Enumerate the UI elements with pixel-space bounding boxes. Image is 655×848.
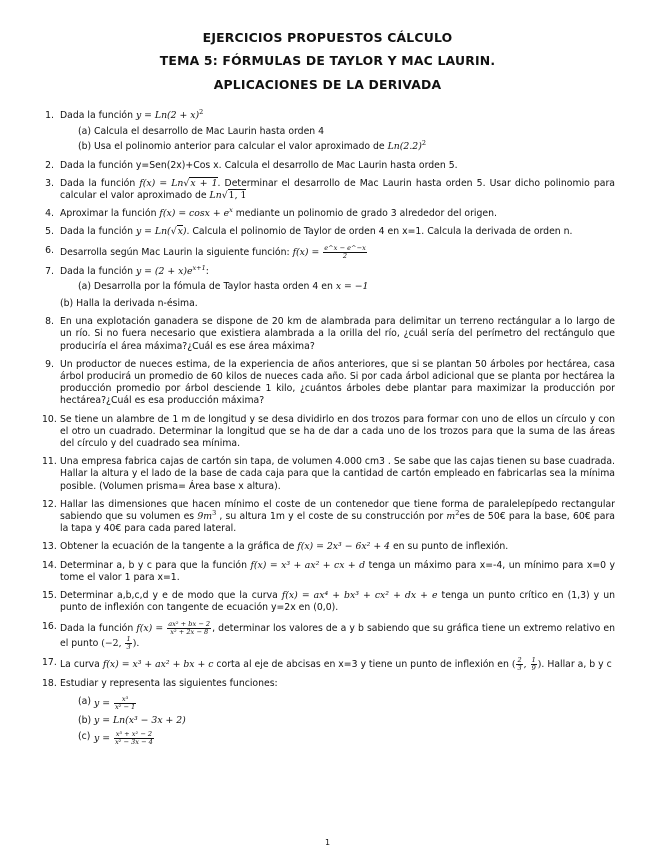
subitems xyxy=(60,696,615,746)
exercise-8: 8. En una explotación ganadera se dispone de 20 km de alambrada para delimitar un terreno rectángular a lo largo de un río. Si no fuera necesario que existiera alambrada a la orilla del río, ¿cuál sería del perímetro del rectángulo que produciría el área máxima?¿Cuál es ese área máxima? xyxy=(45,316,615,352)
subitem-a: (a) y = $\frac{\text{x³}}{\text{x² − 1}}$ xyxy=(78,694,136,711)
subitem-b: (b) Halla la derivada n-ésima. xyxy=(60,298,198,310)
exercise-17: 17. La curva f(x) = x³ + ax² + bx + c corta al eje de abcisas en x=3 y tiene un punto de inflexión en ( $\frac{2}{3}$ , $\frac{1}{9}$ ). Hallar a, b y c xyxy=(42,655,612,672)
fraction: $\frac{1}{9}$ xyxy=(531,655,536,672)
exercise-5: 5. Dada la función y = Ln(√x). Calcula el polinomio de Taylor de orden 4 en x=1. Calcula la derivada de orden n. xyxy=(45,226,573,238)
exercise-1: 1. Dada la función $y = Ln(2 + x)^2$ (a) Calcula el desarrollo de Mac Laurin hasta orden 4 (b) Usa el polinomio anterior para calcular el valor aproximado de $Ln(2.2)^2$ xyxy=(42,110,615,154)
subitems xyxy=(60,281,615,310)
exercise-15: 15. Determinar a,b,c,d y e de modo que la curva f(x) = ax⁴ + bx³ + cx² + dx + e tenga un punto crítico en (1,3) y un punto de inflexión con tangente de ecuación y=2x en (0,0). xyxy=(42,590,616,614)
fraction: $\frac{\text{ax² + bx − 2}}{\text{x² + 2x − 8}}$ xyxy=(168,619,211,636)
subitem-a: (a) Calcula el desarrollo de Mac Laurin hasta orden 4 xyxy=(78,126,325,138)
exercise-2: 2. Dada la función y=Sen(2x)+Cos x. Calcula el desarrollo de Mac Laurin hasta orden 5. xyxy=(45,159,458,171)
exercise-18: 18. Estudiar y representa las siguientes funciones: (a) y = $\frac{\text{x³}}{\text{x² − 1}}$ (b) y = Ln(x³ − 3x + 2) (c) y = $\frac{\text{x³ + x² − 2}}{\text{x² − 3x − 4}}$ xyxy=(42,678,615,746)
exercise-3: 3. Dada la función f(x) = Ln√x + 1. Determinar el desarrollo de Mac Laurin hasta orden 5. Usar dicho polinomio para calcular el valor aproximado de Ln√1, 1 xyxy=(45,177,616,202)
exercise-13: 13. Obtener la ecuación de la tangente a la gráfica de f(x) = 2x³ − 6x² + 4 en su punto de inflexión. xyxy=(42,541,509,553)
math-expression: y = Ln(2 + x) xyxy=(135,110,200,121)
page-number: 1 xyxy=(324,838,331,847)
exercise-9: 9. Un productor de nueces estima, de la experiencia de años anteriores, que si se plantan 50 árboles por hectárea, casa árbol producirá un promedio de 60 kilos de nueces cada año. Si por cada árbol adicional que se planta por hectárea la producción promedio por árbol desciende 1 kilo, ¿cuántos árboles debe plantar para maximizar la producción por hectárea?¿Cuál es esa producción máxima? xyxy=(45,358,615,407)
fraction: $\frac{2}{3}$ xyxy=(517,655,522,672)
subitems xyxy=(60,126,615,153)
exercise-12: 12. Hallar las dimensiones que hacen mínimo el coste de un contenedor que tiene forma de paralelepípedo rectangular sabiendo que su volumen es $9m^3$ , su altura 1m y el coste de su construcción por $m^2es$ de 50€ para la base, 60€ para la tapa y 40€ para cada pared lateral. xyxy=(42,498,616,535)
exercise-number: 1. xyxy=(45,110,54,121)
exercise-14: 14. Determinar a, b y c para que la función f(x) = x³ + ax² + cx + d tenga un máximo para x=-4, un mínimo para x=0 y tome el valor 1 para x=1. xyxy=(42,559,615,583)
exercise-10: 10. Se tiene un alambre de 1 m de longitud y se desa dividirlo en dos trozos para formar con uno de ellos un círculo y con el otro un cuadrado. Determinar la longitud que se ha de dar a cada uno de los trozos para que la suma de las áreas del círculo y del cuadrado sea mínima. xyxy=(42,413,615,450)
subitem-c: (c) y = $\frac{\text{x³ + x² − 2}}{\text{x² − 3x − 4}}$ xyxy=(78,729,153,746)
fraction: $\frac{\text{x³}}{\text{x² − 1}}$ xyxy=(114,694,136,711)
exercise-16: 16. Dada la función f(x) = $\frac{\text{ax² + bx − 2}}{\text{x² + 2x − 8}}$ , determinar los valores de a y b sabiendo que su gráfica tiene un extremo relativo en el punto (−2, $\frac{1}{3}$ ). xyxy=(42,619,616,651)
fraction: $\frac{e\^{}x - e\^{}-x}{2}$ xyxy=(324,243,366,260)
exercise-list xyxy=(42,107,616,752)
exercise-7: 7. Dada la función $y = (2 + x)e^{x+1}$: (a) Desarrolla por la fómula de Taylor hasta orden 4 en x = −1 (b) Halla la derivada n-ésima. xyxy=(42,266,615,311)
subitem-b: (b) y = Ln(x³ − 3x + 2) xyxy=(78,714,186,726)
title-line-1: EJERCICIOS PROPUESTOS CÁLCULO xyxy=(202,30,453,45)
exercise-4: 4. Aproximar la función $f(x) = \cos x + e^x$ mediante un polinomio de grado 3 alrededor del origen. xyxy=(45,206,497,220)
exercise-11: 11. Una empresa fabrica cajas de cartón sin tapa, de volumen 4.000 cm3 . Se sabe que las cajas tienen su base cuadrada. Hallar la altura y el lado de la base de cada caja para que la cantidad de cartón empleado en fabricarlas sea la mínima posible. (Volumen prisma= Área base x altura). xyxy=(42,456,615,492)
subitem-a: (a) Desarrolla por la fómula de Taylor hasta orden 4 en x = −1 xyxy=(78,280,369,292)
title-line-3: APLICACIONES DE LA DERIVADA xyxy=(213,77,442,92)
fraction: $\frac{\text{x³ + x² − 2}}{\text{x² − 3x − 4}}$ xyxy=(114,729,153,746)
title-line-2: TEMA 5: FÓRMULAS DE TAYLOR Y MAC LAURIN. xyxy=(159,53,496,68)
subitem-b: (b) Usa el polinomio anterior para calcular el valor aproximado de $Ln(2.2)^2$ xyxy=(78,139,426,153)
fraction: $\frac{1}{3}$ xyxy=(126,634,131,651)
exercise-6: 6. Desarrolla según Mac Laurin la siguiente función: f(x) = $\frac{e\^{}x - e\^{}-x}{2}$ xyxy=(45,243,366,260)
